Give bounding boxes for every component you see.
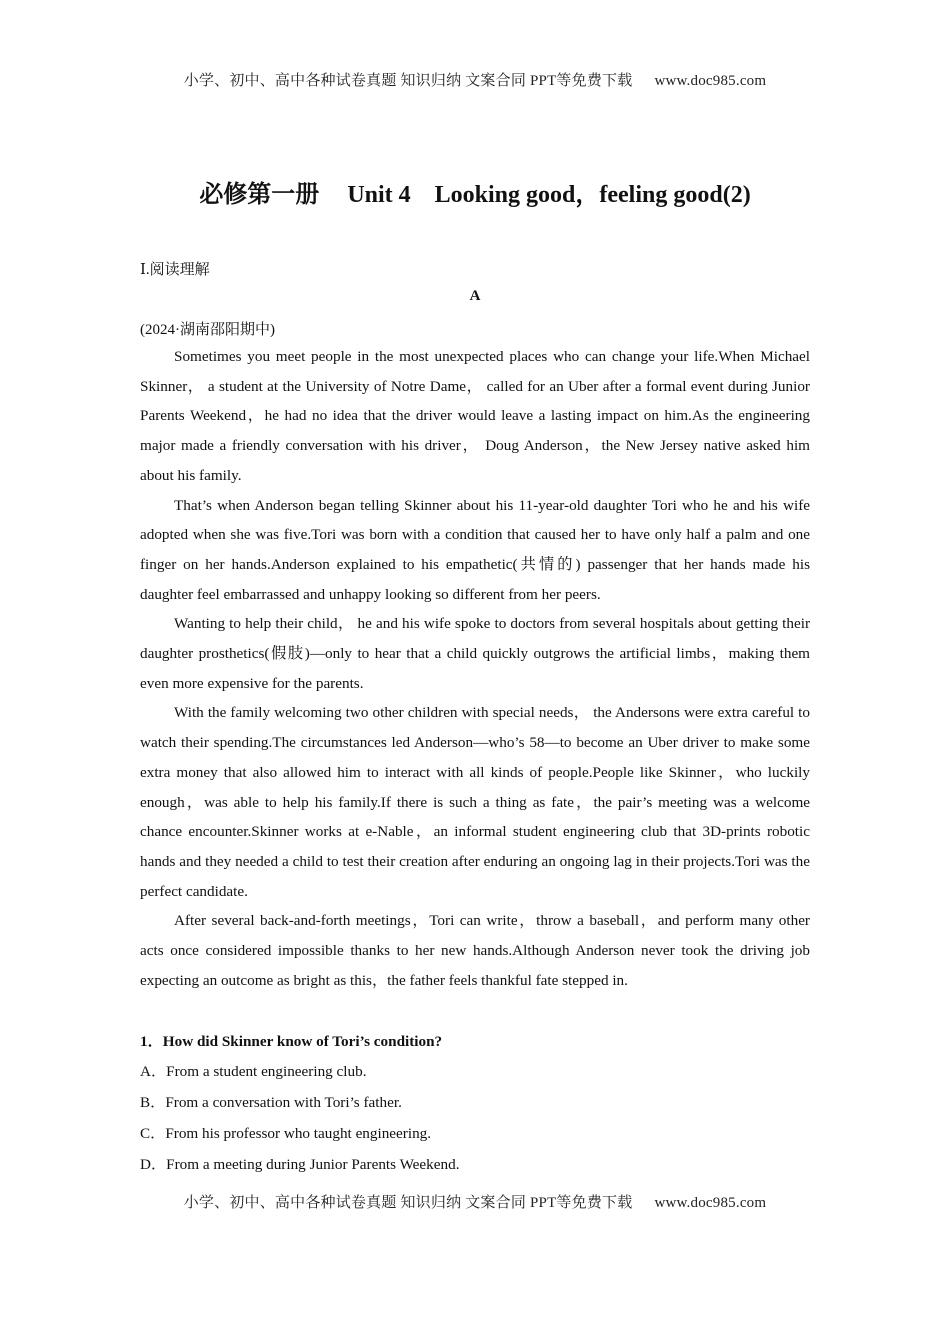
passage-paragraph: After several back-and-forth meetings，Tori can write，throw a baseball，and perform many other acts once considered impossible thanks to her new hands.Although Anderson never took the driving job expecting an outcome as bright as this，the father feels thankful fate stepped in. [140,912,810,989]
passage-paragraph: That’s when Anderson began telling Skinner about his 11-year-old daughter Tori who he and his wife adopted when she was five.Tori was born with a condition that caused her to have only half a palm and one finger on her hands.Anderson explained to his empathetic(共情的) passenger that her hands made his daughter feel embarrassed and unhappy looking so different from her peers. [140,496,810,603]
page-footer [0,1191,950,1212]
passage-source: (2024·湖南邵阳期中) [140,322,275,338]
section-heading: Ⅰ.阅读理解 [140,262,210,278]
header-ad-text: 小学、初中、高中各种试卷真题 知识归纳 文案合同 PPT等免费下载 [183,73,633,89]
page-header [0,69,950,90]
option-b[interactable]: B．From a conversation with Tori’s father. [140,1094,402,1111]
footer-ad-text: 小学、初中、高中各种试卷真题 知识归纳 文案合同 PPT等免费下载 [183,1195,633,1211]
passage-paragraph: With the family welcoming two other children with special needs， the Andersons were extra careful to watch their spending.The circumstances led Anderson—who’s 58—to become an Uber driver to make some extra money that also allowed him to interact with all kinds of people.People like Skinner，who luckily enough，was able to help his family.If there is such a thing as fate，the pair’s meeting was a welcome chance encounter.Skinner works at e-Nable，an informal student engineering club that 3D-prints robotic hands and they needed a child to test their creation after enduring an ongoing lag in their projects.Tori was the perfect candidate. [140,704,810,900]
reading-passage [140,342,810,995]
footer-site-link[interactable]: www.doc985.com [654,1195,767,1211]
question-stem: 1．How did Skinner know of Tori’s condition? [140,1033,443,1050]
title-unit: Unit 4 [347,182,411,208]
header-site-link[interactable]: www.doc985.com [654,73,767,89]
option-a[interactable]: A．From a student engineering club. [140,1063,367,1080]
title-topic: Looking good，feeling good(2) [434,182,751,208]
question-1 [140,1027,810,1180]
passage-label: A [469,288,481,304]
option-c[interactable]: C．From his professor who taught engineering. [140,1125,432,1142]
page-title [0,174,950,209]
passage-paragraph: Sometimes you meet people in the most unexpected places who can change your life.When Michael Skinner， a student at the University of Notre Dame， called for an Uber after a formal event during Junior Parents Weekend，he had no idea that the driver would leave a lasting impact on him.As the engineering major made a friendly conversation with his driver， Doug Anderson，the New Jersey native asked him about his family. [140,348,810,484]
passage-paragraph: Wanting to help their child， he and his wife spoke to doctors from several hospitals about getting their daughter prosthetics(假肢)—only to hear that a child quickly outgrows the artificial limbs，making them even more expensive for the parents. [140,615,810,692]
title-book: 必修第一册 [199,182,320,208]
option-d[interactable]: D．From a meeting during Junior Parents Weekend. [140,1156,460,1173]
